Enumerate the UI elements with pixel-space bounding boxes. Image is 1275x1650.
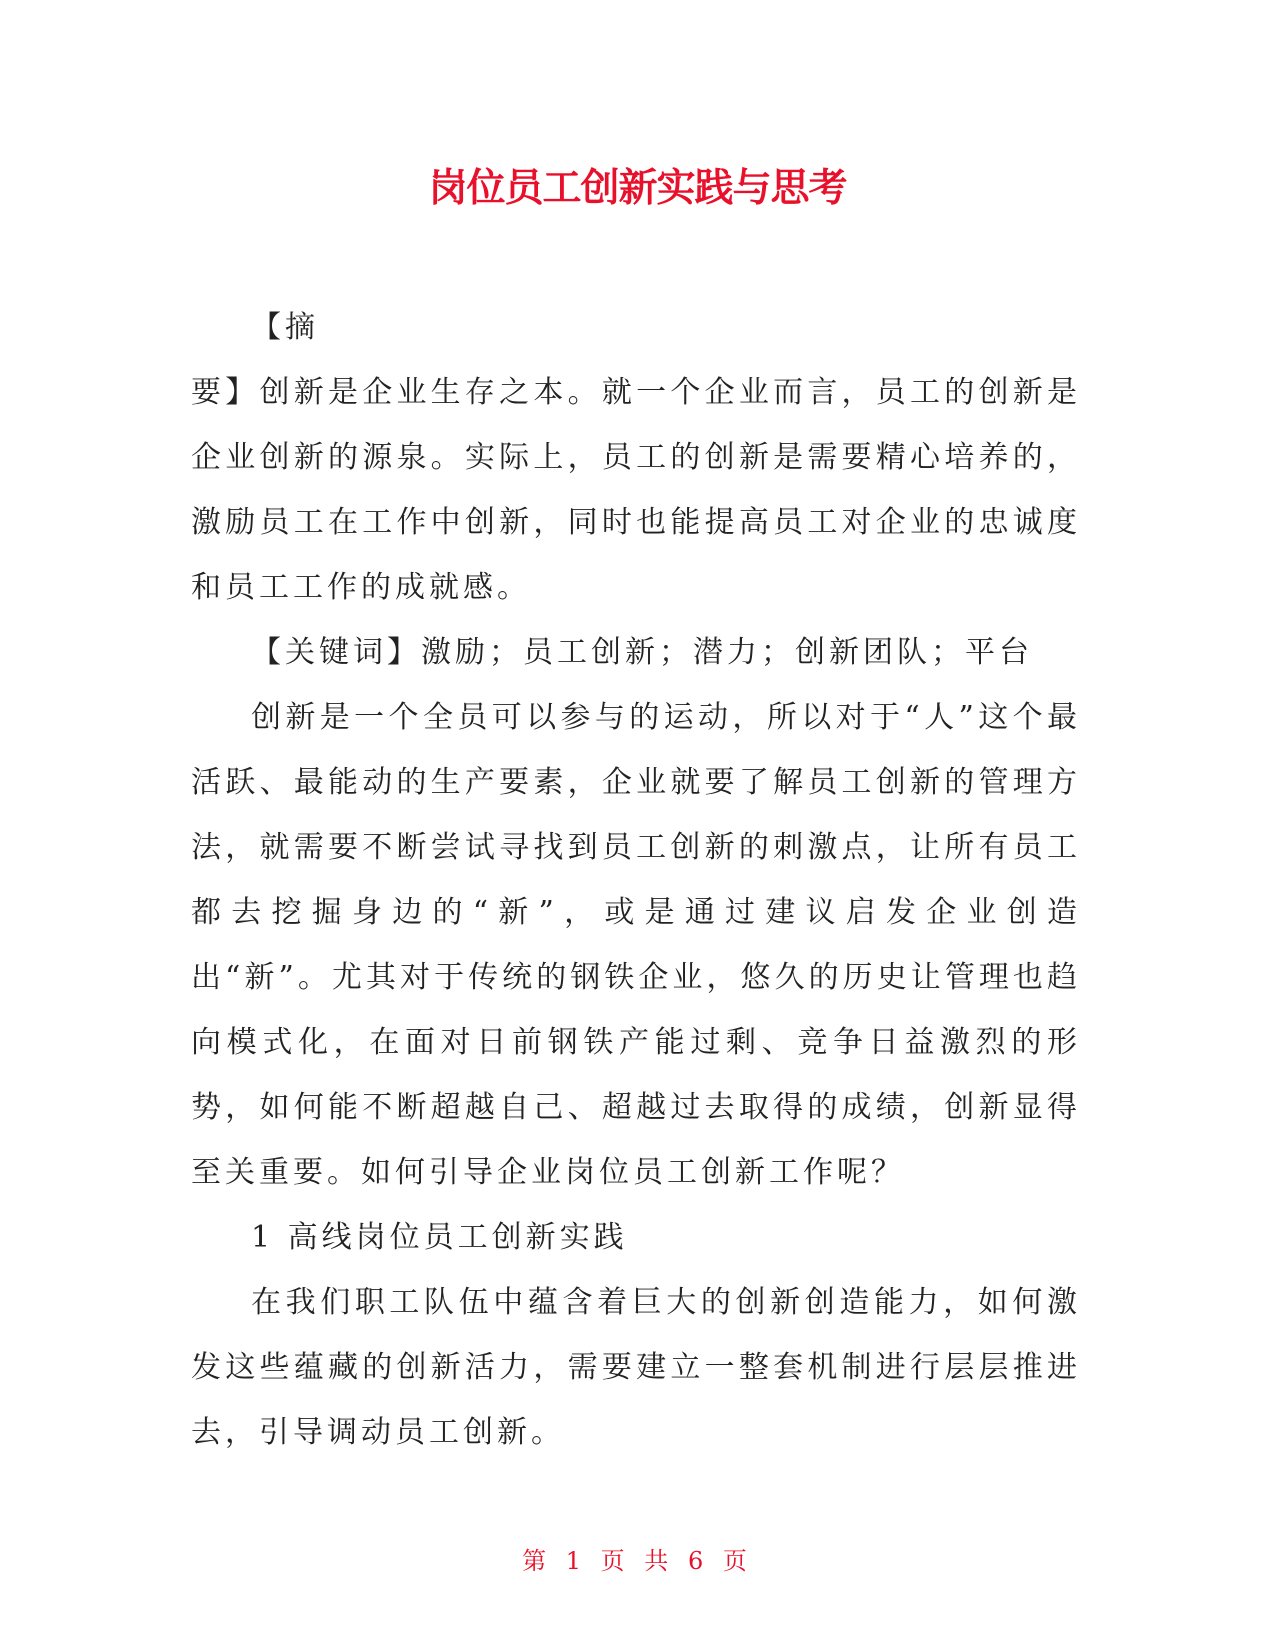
abstract-heading: 【摘 bbox=[251, 310, 319, 345]
keywords-paragraph: 【关键词】激励；员工创新；潜力；创新团队；平台 bbox=[251, 635, 1033, 670]
section-heading-1: 1 高线岗位员工创新实践 bbox=[251, 1220, 628, 1255]
document-body bbox=[191, 295, 1081, 1465]
page-number-footer: 第 1 页 共 6 页 bbox=[522, 1547, 753, 1575]
abstract-paragraph: 要】创新是企业生存之本。就一个企业而言，员工的创新是企业创新的源泉。实际上，员工的创新是需要精心培养的，激励员工在工作中创新，同时也能提高员工对企业的忠诚度和员工工作的成就感。 bbox=[191, 375, 1081, 605]
body-paragraph-2: 在我们职工队伍中蕴含着巨大的创新创造能力，如何激发这些蕴藏的创新活力，需要建立一整套机制进行层层推进去，引导调动员工创新。 bbox=[191, 1285, 1081, 1450]
body-paragraph-1: 创新是一个全员可以参与的运动，所以对于“人”这个最活跃、最能动的生产要素，企业就要了解员工创新的管理方法，就需要不断尝试寻找到员工创新的刺激点，让所有员工都去挖掘身边的“新”，或是通过建议启发企业创造出“新”。尤其对于传统的钢铁企业，悠久的历史让管理也趋向模式化，在面对日前钢铁产能过剩、竞争日益激烈的形势，如何能不断超越自己、超越过去取得的成绩，创新显得至关重要。如何引导企业岗位员工创新工作呢？ bbox=[191, 700, 1081, 1190]
document-title: 岗位员工创新实践与思考 bbox=[428, 166, 847, 211]
